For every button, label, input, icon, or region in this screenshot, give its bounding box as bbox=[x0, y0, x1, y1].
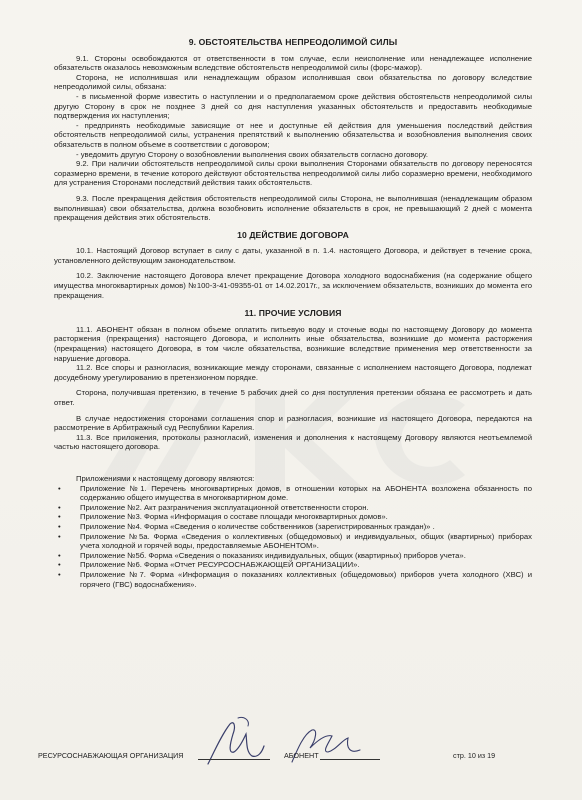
section-other-terms bbox=[54, 309, 532, 452]
bullet-icon: • bbox=[58, 569, 61, 579]
document-body bbox=[54, 38, 532, 589]
list-item bbox=[54, 570, 532, 589]
clause-9-mitigate: - предпринять необходимые зависящие от нее и доступные ей действия для уменьшения последствий действия обстоятельств непреодолимой силы, устранения препятствий к выполнению обязательства и возобновления выполнения своих обязательств в полном объеме в соответствии с договором; bbox=[54, 120, 532, 149]
abonent-label: АБОНЕНТ bbox=[284, 751, 319, 760]
clause-9-notify: - в письменной форме известить о наступлении и о предполагаемом сроке действия обстоятельств непреодолимой силы другую Сторону в срок не позднее 3 дней со дня наступления указанных обстоятельств и предоставить необходимые подтверждения их наступления; bbox=[54, 91, 532, 121]
attachment-2: Приложение №2. Акт разграничения эксплуатационной ответственности сторон. bbox=[80, 502, 369, 512]
attachment-3: Приложение №3. Форма «Информация о составе площади многоквартирных домов». bbox=[80, 512, 388, 522]
attachment-6: Приложение №6. Форма «Отчет РЕСУРСОСНАБЖАЮЩЕЙ ОРГАНИЗАЦИИ». bbox=[80, 560, 360, 570]
attachments-list bbox=[54, 484, 532, 590]
clause-11-1: 11.1. АБОНЕНТ обязан в полном объеме оплатить питьевую воду и сточные воды по настоящему Договору до момента расторжения (прекращения) настоящего Договора, и исполнить иные обязательства, возникшие до момента расторжения (прекращения) настоящего Договора, в том числе обязательства, возникшие вследствие применения мер ответственности за нарушение договора. bbox=[54, 324, 532, 363]
clause-10-1: 10.1. Настоящий Договор вступает в силу с даты, указанной в п. 1.4. настоящего Договора, и действует в течение срока, установленного действующим законодательством. bbox=[54, 246, 532, 265]
attachment-7: Приложение №7. Форма «Информация о показаниях коллективных (общедомовых) приборов учета холодного (ХВС) и горячего (ГВС) водоснабжения». bbox=[80, 569, 532, 589]
clause-9-2: 9.2. При наличии обстоятельств непреодолимой силы сроки выполнения Сторонами обязательств по договору переносятся соразмерно времени, в течение которого действуют обстоятельства непреодолимой силы либо соразмерно времени, необходимого для устранения Сторонами последствий действия таких обстоятельств. bbox=[54, 159, 532, 188]
abonent-signature-line bbox=[320, 759, 380, 760]
bullet-icon: • bbox=[58, 550, 61, 560]
page-number: стр. 10 из 19 bbox=[453, 751, 496, 760]
signature-footer bbox=[38, 746, 538, 766]
supplier-signature-line bbox=[198, 759, 270, 760]
attachments-intro: Приложениями к настоящему договору являются: bbox=[76, 473, 255, 483]
clause-11-claim: Сторона, получившая претензию, в течение 5 рабочих дней со дня поступления претензии обязана ее рассмотреть и дать ответ. bbox=[54, 388, 532, 407]
attachments-section bbox=[54, 474, 532, 589]
bullet-icon: • bbox=[58, 512, 61, 522]
section-10-title: 10 ДЕЙСТВИЕ ДОГОВОРА bbox=[237, 229, 349, 240]
supplier-label: РЕСУРСОСНАБЖАЮЩАЯ ОРГАНИЗАЦИЯ bbox=[38, 751, 184, 760]
attachment-5a: Приложение №5а. Форма «Сведения о коллективных (общедомовых) и индивидуальных, общих (квартирных) приборах учета холодной и горячей воды, предоставляемые АБОНЕНТОМ». bbox=[80, 531, 532, 551]
section-force-majeure bbox=[54, 38, 532, 223]
section-9-title: 9. ОБСТОЯТЕЛЬСТВА НЕПРЕОДОЛИМОЙ СИЛЫ bbox=[188, 37, 398, 47]
bullet-icon: • bbox=[58, 560, 61, 570]
clause-11-3: 11.3. Все приложения, протоколы разногласий, изменения и дополнения к настоящему Договору являются неотъемлемой частью настоящего договора. bbox=[54, 432, 532, 452]
list-item bbox=[54, 560, 532, 570]
list-item bbox=[54, 503, 532, 513]
attachment-4: Приложение №4. Форма «Сведения о количестве собственников (зарегистрированных граждан)» . bbox=[80, 521, 435, 531]
clause-9-1: 9.1. Стороны освобождаются от ответственности в том случае, если неисполнение или ненадлежащее исполнение обязательств оказалось невозможным вследствие обстоятельств непреодолимой силы (форс-мажор). bbox=[54, 53, 532, 73]
attachment-5b: Приложение №5б. Форма «Сведения о показаниях индивидуальных, общих (квартирных) приборов учета». bbox=[80, 550, 466, 560]
bullet-icon: • bbox=[58, 483, 61, 493]
section-11-title: 11. ПРОЧИЕ УСЛОВИЯ bbox=[244, 308, 342, 319]
clause-11-2: 11.2. Все споры и разногласия, возникающие между сторонами, связанные с исполнением настоящего Договора, подлежат досудебному урегулированию в претензионном порядке. bbox=[54, 363, 532, 382]
clause-11-court: В случае недостижения сторонами соглашения спор и разногласия, возникшие из настоящего Договора, передаются на рассмотрение в Арбитражный суд Республики Карелия. bbox=[54, 413, 532, 433]
bullet-icon: • bbox=[58, 531, 61, 541]
clause-10-2: 10.2. Заключение настоящего Договора влечет прекращение Договора холодного водоснабжения (на содержание общего имущества многоквартирных домов) №100-3-41-09355-01 от 14.02.2017г., за исключением обязательств, возникших до момента его прекращения. bbox=[54, 271, 532, 300]
clause-9-obligations-intro: Сторона, не исполнившая или ненадлежащим образом исполнившая свои обязательства по договору вследствие непреодолимой силы, обязана: bbox=[54, 72, 532, 92]
list-item bbox=[54, 484, 532, 503]
attachment-1: Приложение №1. Перечень многоквартирных домов, в отношении которых на АБОНЕНТА возложена обязанность по содержанию общего имущества в многоквартирном доме. bbox=[80, 483, 532, 503]
clause-9-3: 9.3. После прекращения действия обстоятельств непреодолимой силы Сторона, не выполнившая (ненадлежащим образом выполнившая) свои обязательства, должна возобновить исполнение обязательств в срок, не превышающий 2 дней с момента прекращения действия этих обстоятельств. bbox=[54, 193, 532, 223]
bullet-icon: • bbox=[58, 521, 61, 531]
list-item bbox=[54, 512, 532, 522]
list-item bbox=[54, 532, 532, 551]
list-item bbox=[54, 551, 532, 561]
section-contract-validity bbox=[54, 231, 532, 301]
bullet-icon: • bbox=[58, 502, 61, 512]
list-item bbox=[54, 522, 532, 532]
clause-9-resume: - уведомить другую Сторону о возобновлении выполнения своих обязательств согласно договору. bbox=[76, 149, 429, 159]
